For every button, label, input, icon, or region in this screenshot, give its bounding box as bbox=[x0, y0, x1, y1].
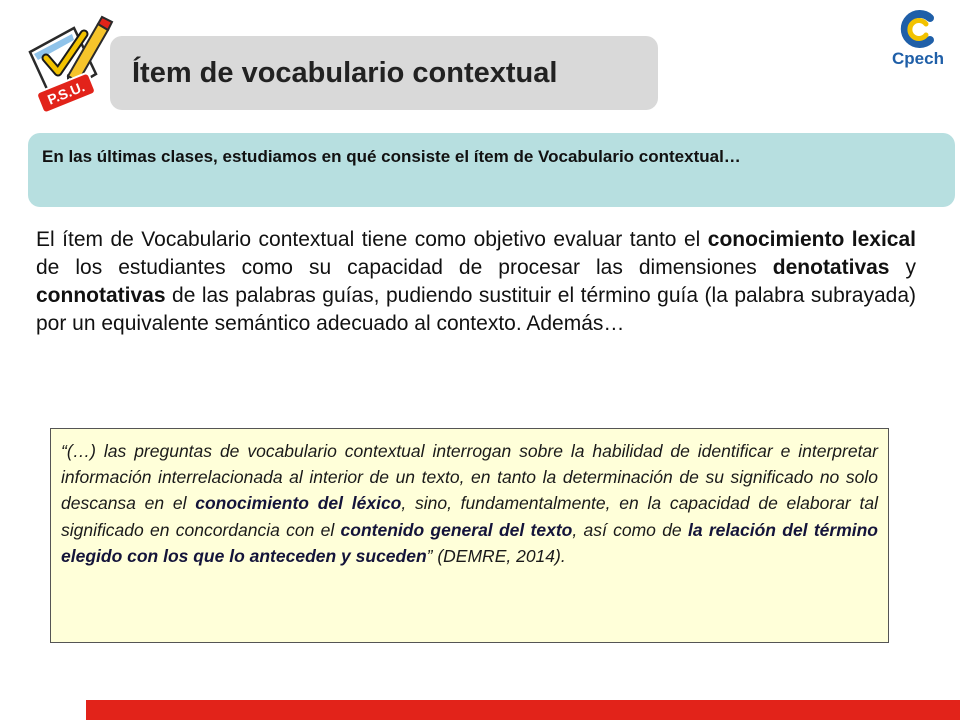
main-text-2: de los estudiantes como su capacidad de procesar las dimensiones bbox=[36, 256, 773, 279]
quote-text-1: “(…) las preguntas de vocabulario contextual interrogan sobre la habilidad de identificar e interpretar información interrelacionada al interior de un texto, en tanto la determinación de su significado no solo descansa en el bbox=[61, 441, 878, 514]
cpech-logo bbox=[878, 4, 958, 70]
quote-text-4: ” (DEMRE, 2014). bbox=[426, 545, 566, 566]
psu-badge-text: P.S.U. bbox=[45, 78, 87, 108]
quote-bold-lexico: conocimiento del léxico bbox=[195, 493, 402, 514]
cpech-logo-text: Cpech bbox=[892, 49, 944, 68]
intro-callout: En las últimas clases, estudiamos en qué consiste el ítem de Vocabulario contextual… bbox=[28, 133, 955, 207]
footer-bar bbox=[86, 700, 960, 720]
main-text-1: El ítem de Vocabulario contextual tiene como objetivo evaluar tanto el bbox=[36, 228, 708, 251]
main-paragraph bbox=[36, 226, 916, 338]
main-bold-lexical: conocimiento lexical bbox=[707, 228, 916, 251]
page-title: Ítem de vocabulario contextual bbox=[132, 56, 558, 89]
title-banner bbox=[110, 36, 658, 110]
main-bold-connotativas: connotativas bbox=[36, 284, 166, 307]
cpech-c-icon bbox=[905, 14, 930, 44]
quote-text-3: , así como de bbox=[572, 519, 688, 540]
psu-logo bbox=[24, 14, 114, 114]
quote-bold-relacion: la relación del término elegido con los que lo anteceden y suceden bbox=[61, 519, 878, 566]
main-text-4: de las palabras guías, pudiendo sustituir el término guía (la palabra subrayada) por un equivalente semántico adecuado al contexto. Además… bbox=[36, 284, 916, 335]
main-text-3: y bbox=[889, 256, 916, 279]
quote-box bbox=[50, 428, 889, 643]
quote-text-2: , sino, fundamentalmente, en la capacidad de elaborar tal significado en concordancia con el bbox=[61, 493, 878, 540]
quote-bold-contenido: contenido general del texto bbox=[340, 519, 573, 540]
main-bold-denotativas: denotativas bbox=[772, 256, 890, 279]
